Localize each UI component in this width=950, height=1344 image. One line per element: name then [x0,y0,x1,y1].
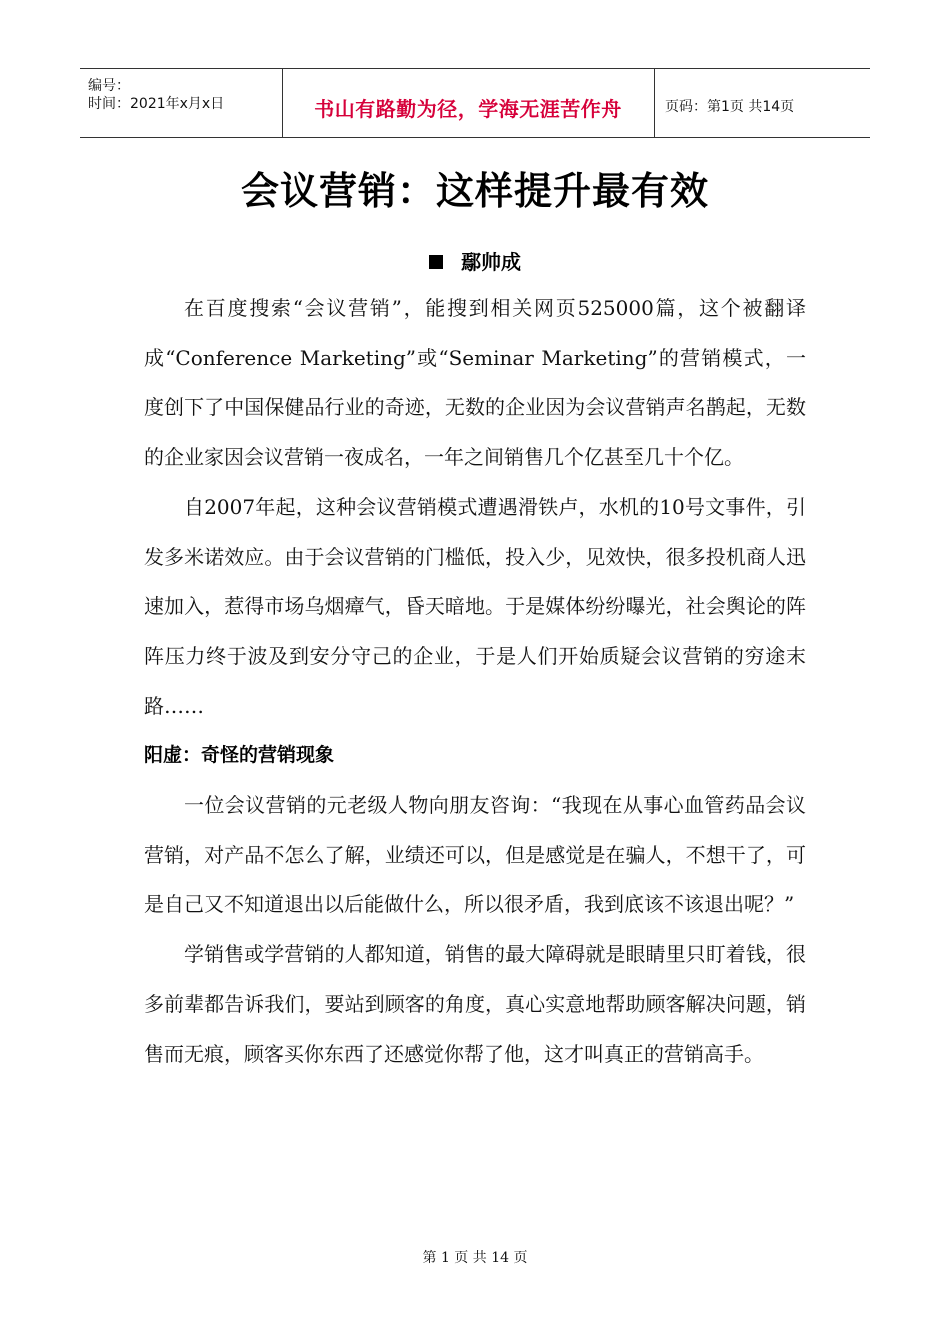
header-number-label: 编号： [88,78,130,94]
square-bullet-icon [429,255,443,269]
header-time-label: 时间：2021年x月x日 [88,96,225,112]
paragraph: 学销售或学营销的人都知道，销售的最大障碍就是眼睛里只盯着钱，很多前辈都告诉我们，要站到顾客的角度，真心实意地帮助顾客解决问题，销售而无痕，顾客买你东西了还感觉你帮了他，这才叫真正的营销高手。 [144,942,806,1066]
header-motto: 书山有路勤为径，学海无涯苦作舟 [314,97,622,121]
author-name: 鄢帅成 [461,250,521,274]
paragraph: 自2007年起，这种会议营销模式遭遇滑铁卢，水机的10号文事件，引发多米诺效应。由于会议营销的门槛低，投入少，见效快，很多投机商人迅速加入，惹得市场乌烟瘴气，昏天暗地。于是媒体纷纷曝光，社会舆论的阵阵压力终于波及到安分守己的企业，于是人们开始质疑会议营销的穷途末路…… [144,494,806,718]
header-left-cell [80,69,283,137]
article-body [144,284,806,1079]
section-heading: 阳虚：奇怪的营销现象 [144,744,335,767]
header-table [80,68,870,138]
paragraph: 在百度搜索“会议营销”，能搜到相关网页525000篇，这个被翻译成“Conference Marketing”或“Seminar Marketing”的营销模式，一度创下了中国保健品行业的奇迹，无数的企业因为会议营销声名鹊起，无数的企业家因会议营销一夜成名，一年之间销售几个亿甚至几十个亿。 [144,296,806,470]
page-footer: 第 1 页 共 14 页 [422,1250,528,1266]
header-motto-cell [282,69,655,137]
paragraph: 一位会议营销的元老级人物向朋友咨询：“我现在从事心血管药品会议营销，对产品不怎么了解，业绩还可以，但是感觉是在骗人，不想干了，可是自己又不知道退出以后能做什么，所以很矛盾，我到底该不该退出呢？” [144,793,806,917]
header-page-label: 页码：第1页 共14页 [665,99,795,115]
header-page-cell [655,69,870,137]
author-line [0,246,950,275]
page-title: 会议营销：这样提升最有效 [240,169,709,213]
